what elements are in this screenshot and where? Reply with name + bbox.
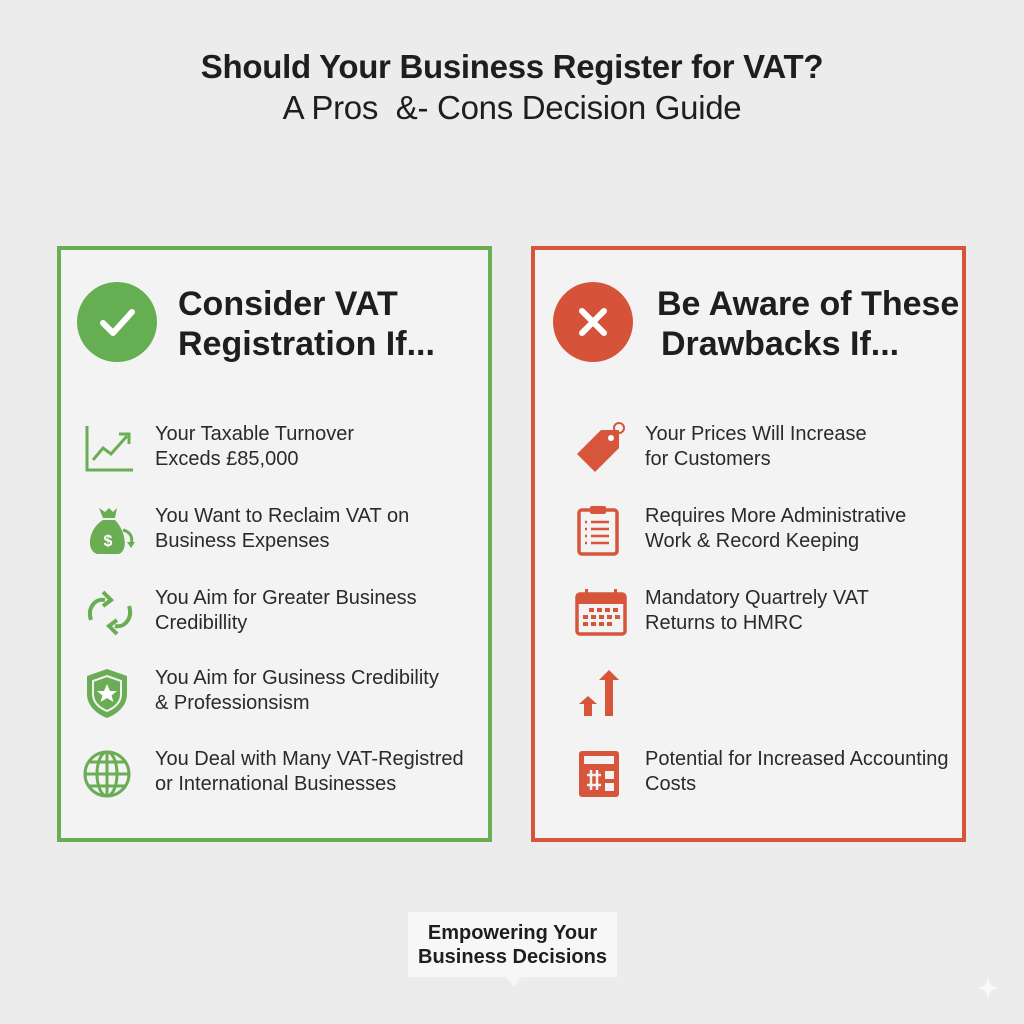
item-text-line1: Requires More Administrative: [645, 505, 907, 527]
pros-panel: [57, 246, 492, 842]
cons-heading-line1: Be Aware of These: [657, 285, 960, 323]
pros-item: [83, 504, 483, 564]
money-bag-icon: [83, 504, 137, 558]
footer-callout: [408, 912, 617, 977]
calculator-icon: [575, 747, 629, 801]
svg-text:$: $: [103, 533, 113, 550]
chart-up-icon: [83, 422, 137, 476]
sparkle-icon: [976, 976, 1000, 1000]
shield-star-icon: [83, 666, 137, 720]
cons-item: [575, 504, 975, 564]
cons-item: [575, 747, 975, 807]
price-tag-icon: [575, 422, 629, 476]
item-text-line2: Work & Record Keeping: [645, 530, 860, 552]
pros-heading-line1: Consider VAT: [178, 285, 398, 323]
pros-item: [83, 586, 483, 646]
pros-item: [83, 666, 483, 726]
refresh-arrows-icon: [83, 586, 137, 640]
cons-item: [575, 586, 975, 646]
check-icon: [77, 282, 157, 362]
pros-item: [83, 422, 483, 482]
item-text-line2: Business Expenses: [155, 530, 330, 552]
cons-item: [575, 422, 975, 482]
item-text-line1: You Aim for Gusiness Credibility: [155, 667, 439, 689]
page-title: Should Your Business Register for VAT?: [200, 48, 824, 85]
cons-panel: [531, 246, 966, 842]
item-text-line2: Returns to HMRC: [645, 612, 803, 634]
item-text-line1: Potential for Increased Accounting: [645, 748, 949, 770]
pros-heading: [178, 284, 435, 364]
pros-item: [83, 747, 483, 807]
cons-heading-line2: Drawbacks If...: [661, 325, 900, 363]
item-text-line2: or International Businesses: [155, 773, 397, 795]
arrows-up-icon: [575, 666, 629, 720]
footer-line2: Business Decisions: [418, 946, 607, 968]
item-text-line1: Your Prices Will Increase: [645, 423, 867, 445]
globe-icon: [83, 747, 137, 801]
cons-item: [575, 666, 975, 726]
item-text-line2: for Customers: [645, 448, 771, 470]
item-text-line2: Costs: [645, 773, 697, 795]
cons-heading: [657, 284, 959, 364]
item-text-line1: You Aim for Greater Business: [155, 587, 417, 609]
page-subtitle: A Pros &- Cons Decision Guide: [282, 89, 742, 126]
item-text-line2: Credibillity: [155, 612, 248, 634]
pros-heading-line2: Registration If...: [178, 325, 435, 363]
footer-line1: Empowering Your: [427, 922, 598, 944]
item-text-line1: Mandatory Quartrely VAT: [645, 587, 869, 609]
item-text-line2: Exceds £85,000: [155, 448, 299, 470]
x-icon: [553, 282, 633, 362]
clipboard-icon: [575, 504, 629, 558]
calendar-icon: [575, 586, 629, 640]
item-text-line1: You Deal with Many VAT-Registred: [155, 748, 464, 770]
item-text-line1: Your Taxable Turnover: [155, 423, 355, 445]
item-text-line1: You Want to Reclaim VAT on: [155, 505, 410, 527]
item-text-line2: & Professionsism: [155, 692, 310, 714]
